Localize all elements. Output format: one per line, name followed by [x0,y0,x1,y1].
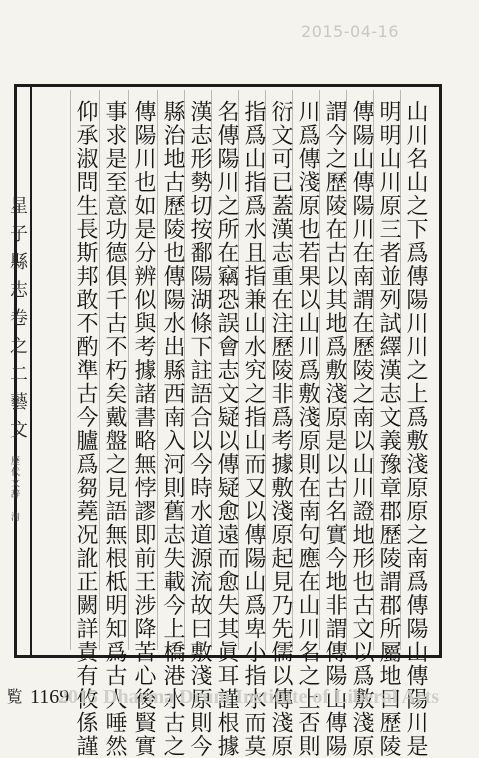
margin-fold-mark: 覧 [4,688,23,704]
text-column: 事求是至意功德俱千古不朽矣戴盤之見語無根柢明知爲古人唾然 [102,100,127,758]
margin-column [0,96,30,704]
text-column: 指爲山指爲水且指兼山水究之指山而又以傳陽山爲卑小指水而莫 [241,100,266,758]
text-column: 漢志形勢切按鄱陽湖條下註語合以今時水道源流故曰敷淺原則今 [187,100,212,758]
text-column: 縣治地古歷陵也傳陽水出縣西南入河則舊志失載今上橋港水古之 [160,100,185,758]
text-column: 謂今之歷陵在古以其地爲敷淺原是以古名實今地非謂傳陽山傳陽 [322,100,347,758]
text-column: 山川名山之下爲傳陽川川之上爲敷淺原原之南爲傳陽山傳陽川是 [403,100,428,758]
text-column: 衍文可已蓋漢志重在注歷陵非爲考據敷淺原起見乃先儒以傳淺原 [268,100,293,758]
frame-inner-border [30,84,32,658]
text-column: 川爲傳淺原也若果以山川爲敷淺原則在南句應在山川名之上否則 [295,100,320,758]
column-rule [128,90,129,650]
text-column: 仰承淑問生長斯邦敢不酌準古今臚爲芻蕘况訛正闕詳責有攸係謹 [73,100,98,758]
text-column: 傳陽山傳陽川在南謂在歷陵之南以山川證地形也古文以爲敷淺原 [349,100,374,758]
text-column: 名傳陽川之所在竊恐誤會志文疑以傳疑愈遠而愈失其眞耳謹根據 [214,100,239,758]
page-number: 1169 [30,686,70,708]
margin-title: 星子縣志卷之二藝文 [7,196,28,448]
text-column: 明明山川原三者並列試繹漢志文義豫章郡歷陵謂郡所屬地曰歷陵 [376,100,401,758]
margin-subtitle: 歷代文辞 清 [9,456,19,523]
watermark: 2015 Dharma Drum Institute of Liberal Arts [58,686,440,708]
text-column: 傳陽川也如是分辨似與考據諸書略無悖謬即前王涉降苦心後賢實 [131,100,156,758]
column-rule [70,90,71,650]
date-stamp: 2015-04-16 [301,22,399,41]
column-rule [157,90,158,650]
column-rule [99,90,100,650]
